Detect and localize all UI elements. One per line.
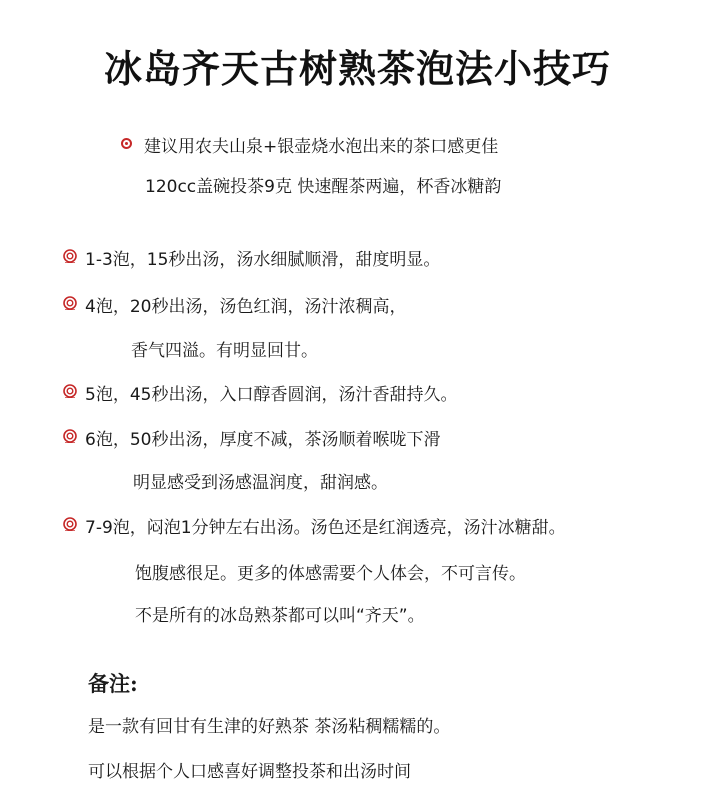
tip-line-continued: 不是所有的冰岛熟茶都可以叫“齐天”。 [135,606,425,626]
target-bullet-icon [63,517,77,531]
intro-line-2: 120cc盖碗投茶9克 快速醒茶两遍，杯香冰糖韵 [145,177,502,197]
tip-line: 5泡，45秒出汤，入口醇香圆润，汤汁香甜持久。 [85,385,458,405]
tip-line: 7-9泡，闷泡1分钟左右出汤。汤色还是红润透亮，汤汁冰糖甜。 [85,518,566,538]
tip-line: 6泡，50秒出汤，厚度不减，茶汤顺着喉咙下滑 [85,430,441,450]
bullet-dot-icon [121,138,132,149]
tip-line-continued: 香气四溢。有明显回甘。 [131,341,318,361]
note-heading: 备注: [88,671,138,696]
tip-line-continued: 饱腹感很足。更多的体感需要个人体会，不可言传。 [135,564,526,584]
target-bullet-icon [63,384,77,398]
target-bullet-icon [63,249,77,263]
tip-line-continued: 明显感受到汤感温润度，甜润感。 [133,473,388,493]
target-bullet-icon [63,429,77,443]
note-line: 是一款有回甘有生津的好熟茶 茶汤粘稠糯糯的。 [88,717,451,737]
intro-line-1: 建议用农夫山泉+银壶烧水泡出来的茶口感更佳 [144,137,499,157]
page-title: 冰岛齐天古树熟茶泡法小技巧 [103,46,611,91]
tip-line: 1-3泡，15秒出汤，汤水细腻顺滑，甜度明显。 [85,250,441,270]
target-bullet-icon [63,296,77,310]
note-line: 可以根据个人口感喜好调整投茶和出汤时间 [88,762,411,782]
tip-line: 4泡，20秒出汤，汤色红润，汤汁浓稠高， [85,297,407,317]
